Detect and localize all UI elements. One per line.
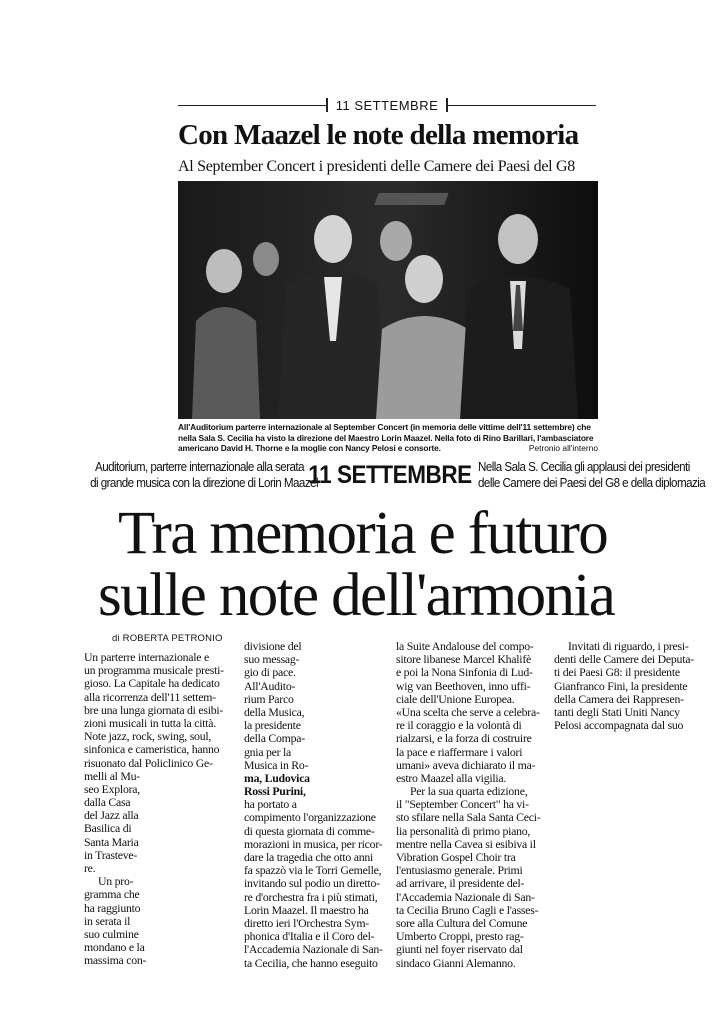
text-line: invitando sul podio un diretto-	[244, 876, 380, 891]
article-column-2	[244, 640, 386, 970]
text-line: ciale dell'Unione Europea.	[396, 691, 515, 706]
text-line: sindaco Gianni Alemanno.	[396, 955, 516, 970]
news-photo	[178, 181, 598, 419]
main-kicker: 11 SETTEMBRE	[308, 460, 472, 489]
text-line: lia personalità di primo piano,	[396, 823, 531, 838]
text-line: il "September Concert" ha vi-	[396, 797, 529, 812]
text-line: Un pro-	[98, 874, 134, 889]
text-line: compimento l'organizzazione	[244, 810, 376, 825]
text-line: risuonato dal Policlinico Ge-	[84, 755, 213, 770]
text-line: Invitati di riguardo, i presi-	[568, 639, 689, 653]
text-line: sinfonica e cameristica, hanno	[84, 742, 220, 757]
article-column-1	[84, 651, 232, 968]
text-line: ad arrivare, il presidente del-	[396, 876, 525, 891]
article-column-4	[554, 640, 700, 732]
main-headline-line-1: Tra memoria e futuro	[118, 500, 608, 567]
text-line: gramma che	[84, 887, 140, 902]
text-line: gioso. La Capitale ha dedicato	[84, 676, 220, 691]
text-line: mondano e la	[84, 940, 145, 955]
text-line: ta Cecilia Bruno Cagli e l'asses-	[396, 902, 539, 917]
text-line: giunti nel foyer riservato dal	[396, 942, 523, 957]
text-line: Musica in Ro-	[244, 757, 309, 772]
text-line: massima con-	[84, 953, 147, 968]
text-line: Note jazz, rock, swing, soul,	[84, 729, 212, 744]
text-line: gio di pace.	[244, 665, 296, 680]
text-line: denti delle Camere dei Deputa-	[554, 652, 694, 667]
text-line: divisione del	[244, 639, 302, 653]
text-line: Gianfranco Fini, la presidente	[554, 678, 688, 693]
top-kicker-line	[178, 97, 596, 113]
right-summary-line: Nella Sala S. Cecilia gli applausi dei presidenti	[478, 460, 690, 474]
text-line: «Una scelta che serve a celebra-	[396, 704, 540, 719]
left-summary-line: Auditorium, parterre internazionale alla serata	[95, 460, 304, 474]
text-line: e poi la Nona Sinfonia di Lud-	[396, 665, 533, 680]
text-line: sore alla Cultura del Comune	[396, 915, 528, 930]
text-line: della Musica,	[244, 704, 305, 719]
text-line: morazioni in musica, per ricor-	[244, 836, 383, 851]
text-line: fa spazzò via le Torri Gemelle,	[244, 863, 382, 878]
text-line: un programma musicale presti-	[84, 663, 224, 678]
text-line: della Compa-	[244, 731, 305, 746]
text-line: in serata il	[84, 913, 131, 928]
text-line: All'Audito-	[244, 678, 296, 693]
text-line: gnia per la	[244, 744, 292, 759]
top-subheadline: Al September Concert i presidenti delle Camere dei Paesi del G8	[178, 158, 575, 175]
text-line: seo Explora,	[84, 781, 140, 796]
text-line: Rossi Purini,	[244, 784, 306, 799]
caption-line: americano David H. Thorne e la moglie con Nancy Pelosi e consorte.	[178, 443, 441, 453]
text-line: bre una lunga giornata di esibi-	[84, 702, 224, 717]
text-line: Santa Maria	[84, 834, 139, 849]
main-headline-line-2: sulle note dell'armonia	[98, 562, 615, 629]
text-line: re d'orchestra fra i più stimati,	[244, 889, 378, 904]
text-line: phonica d'Italia e il Coro del-	[244, 929, 375, 944]
text-line: sto sfilare nella Sala Santa Ceci-	[396, 810, 541, 825]
text-line: in Trasteve-	[84, 847, 138, 862]
text-line: rium Parco	[244, 691, 294, 706]
text-line: dare la tragedia che otto anni	[244, 850, 374, 864]
byline: di ROBERTA PETRONIO	[112, 633, 223, 644]
right-summary-line: delle Camere dei Paesi del G8 e della diplomazia	[478, 476, 706, 490]
text-line: wig van Beethoven, inno uffi-	[396, 678, 531, 693]
text-line: sitore libanese Marcel Khalifè	[396, 652, 531, 667]
text-line: Lorin Maazel. Il maestro ha	[244, 902, 369, 917]
text-line: la pace e riaffermare i valori	[396, 744, 523, 759]
caption-credit: Petronio all'interno	[528, 443, 598, 453]
text-line: la Suite Andalouse del compo-	[396, 639, 534, 653]
text-line: ha raggiunto	[84, 900, 141, 915]
top-kicker: 11 SETTEMBRE	[335, 97, 439, 113]
text-line: Pelosi accompagnata dal suo	[554, 718, 684, 733]
text-line: re il coraggio e la volontà di	[396, 718, 522, 733]
text-line: l'Accademia Nazionale di San-	[244, 942, 383, 957]
text-line: della Camera dei Rappresen-	[554, 691, 684, 706]
text-line: re.	[84, 861, 96, 875]
text-line: l'Accademia Nazionale di San-	[396, 889, 535, 904]
text-line: Basilica di	[84, 821, 132, 836]
kicker-rule-right	[448, 105, 596, 106]
text-line: l'entusiasmo generale. Primi	[396, 863, 523, 878]
text-line: di questa giornata di comme-	[244, 823, 375, 838]
text-line: alla ricorrenza dell'11 settem-	[84, 689, 216, 704]
caption-line: nella Sala S. Cecilia ha visto la direzione del Maestro Lorin Maazel. Nella foto di Rino Barillari, l'ambasciatore	[178, 432, 594, 443]
text-line: Umberto Croppi, presto rag-	[396, 929, 524, 944]
text-line: melli al Mu-	[84, 768, 140, 783]
text-line: la presidente	[244, 718, 301, 733]
kicker-rule-left	[178, 105, 326, 106]
text-line: Per la sua quarta edizione,	[410, 784, 528, 799]
text-line: mentre nella Cavea si esibiva il	[396, 836, 536, 851]
article-column-3	[396, 640, 546, 970]
text-line: suo culmine	[84, 926, 139, 941]
text-line: tanti degli Stati Uniti Nancy	[554, 704, 680, 719]
text-line: ma, Ludovica	[244, 770, 310, 785]
top-headline: Con Maazel le note della memoria	[178, 119, 579, 151]
text-line: diretto ieri l'Orchestra Sym-	[244, 915, 369, 930]
left-summary-line: di grande musica con la direzione di Lorin Maazel	[90, 476, 319, 490]
text-line: zioni musicali in tutta la città.	[84, 715, 216, 730]
left-summary	[90, 459, 319, 491]
text-line: dalla Casa	[84, 795, 131, 810]
text-line: ha portato a	[244, 797, 297, 812]
caption-line: All'Auditorium parterre internazionale al September Concert (in memoria delle vittime dell'11 settembre) che	[178, 422, 591, 432]
text-line: ta Cecilia, che hanno eseguito	[244, 955, 378, 970]
text-line: umani» aveva dichiarato il ma-	[396, 757, 536, 772]
text-line: del Jazz alla	[84, 808, 139, 823]
text-line: rialzarsi, e la forza di costruire	[396, 731, 532, 746]
text-line: estro Maazel alla vigilia.	[396, 770, 507, 785]
text-line: suo messag-	[244, 652, 300, 667]
text-line: Un parterre internazionale e	[84, 650, 209, 664]
right-summary	[478, 459, 706, 491]
text-line: ti dei Paesi G8: il presidente	[554, 665, 680, 680]
text-line: Vibration Gospel Choir tra	[396, 850, 516, 864]
